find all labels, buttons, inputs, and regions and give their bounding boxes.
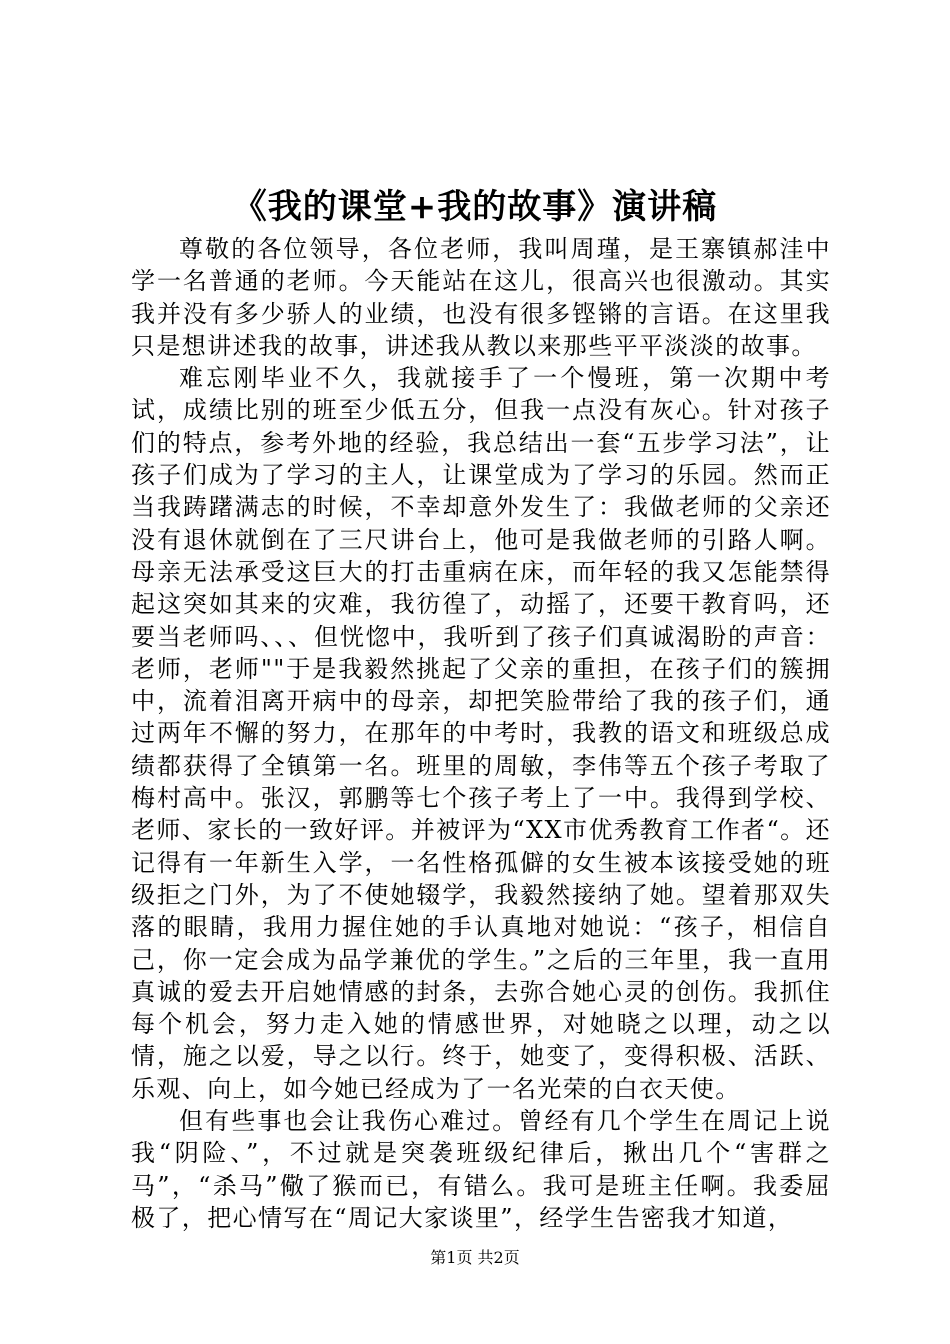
document-body [131,233,831,1234]
page-indicator: 第1页 共2页 [430,1248,520,1267]
paragraph-2: 难忘刚毕业不久，我就接手了一个慢班，第一次期中考试，成绩比别的班至少低五分，但我一点没有灰心。针对孩子们的特点，参考外地的经验，我总结出一套“五步学习法”，让孩子们成为了学习的主人，让课堂成为了学习的乐园。然而正当我踌躇满志的时候，不幸却意外发生了：我做老师的父亲还没有退休就倒在了三尺讲台上，他可是我做老师的引路人啊。母亲无法承受这巨大的打击重病在床，而年轻的我又怎能禁得起这突如其来的灾难，我彷徨了，动摇了，还要干教育吗，还要当老师吗、、、但恍惚中，我听到了孩子们真诚渴盼的声音：老师，老师""于是我毅然挑起了父亲的重担，在孩子们的簇拥中，流着泪离开病中的母亲，却把笑脸带给了我的孩子们，通过两年不懈的努力，在那年的中考时，我教的语文和班级总成绩都获得了全镇第一名。班里的周敏，李伟等五个孩子考取了梅村高中。张汉，郭鹏等七个孩子考上了一中。我得到学校、老师、家长的一致好评。并被评为“XX市优秀教育工作者“。还记得有一年新生入学，一名性格孤僻的女生被本该接受她的班级拒之门外，为了不使她辍学，我毅然接纳了她。望着那双失落的眼睛，我用力握住她的手认真地对她说：“孩子，相信自己，你一定会成为品学兼优的学生。”之后的三年里，我一直用真诚的爱去开启她情感的封条，去弥合她心灵的创伤。我抓住每个机会，努力走入她的情感世界，对她晓之以理，动之以情，施之以爱，导之以行。终于，她变了，变得积极、活跃、乐观、向上，如今她已经成为了一名光荣的白衣天使。 [131,364,831,1103]
paragraph-3: 但有些事也会让我伤心难过。曾经有几个学生在周记上说我“阴险、”，不过就是突袭班级纪律后，揪出几个“害群之马”，“杀马”儆了猴而已，有错么。我可是班主任啊。我委屈极了，把心情写在“周记大家谈里”，经学生告密我才知道， [131,1107,831,1232]
paragraph-1: 尊敬的各位领导，各位老师，我叫周瑾，是王寨镇郝洼中学一名普通的老师。今天能站在这儿，很高兴也很激动。其实我并没有多少骄人的业绩，也没有很多铿锵的言语。在这里我只是想讲述我的故事，讲述我从教以来那些平平淡淡的故事。 [131,235,831,360]
document-title: 《我的课堂+我的故事》演讲稿 [232,187,718,227]
page-footer [0,1247,950,1269]
